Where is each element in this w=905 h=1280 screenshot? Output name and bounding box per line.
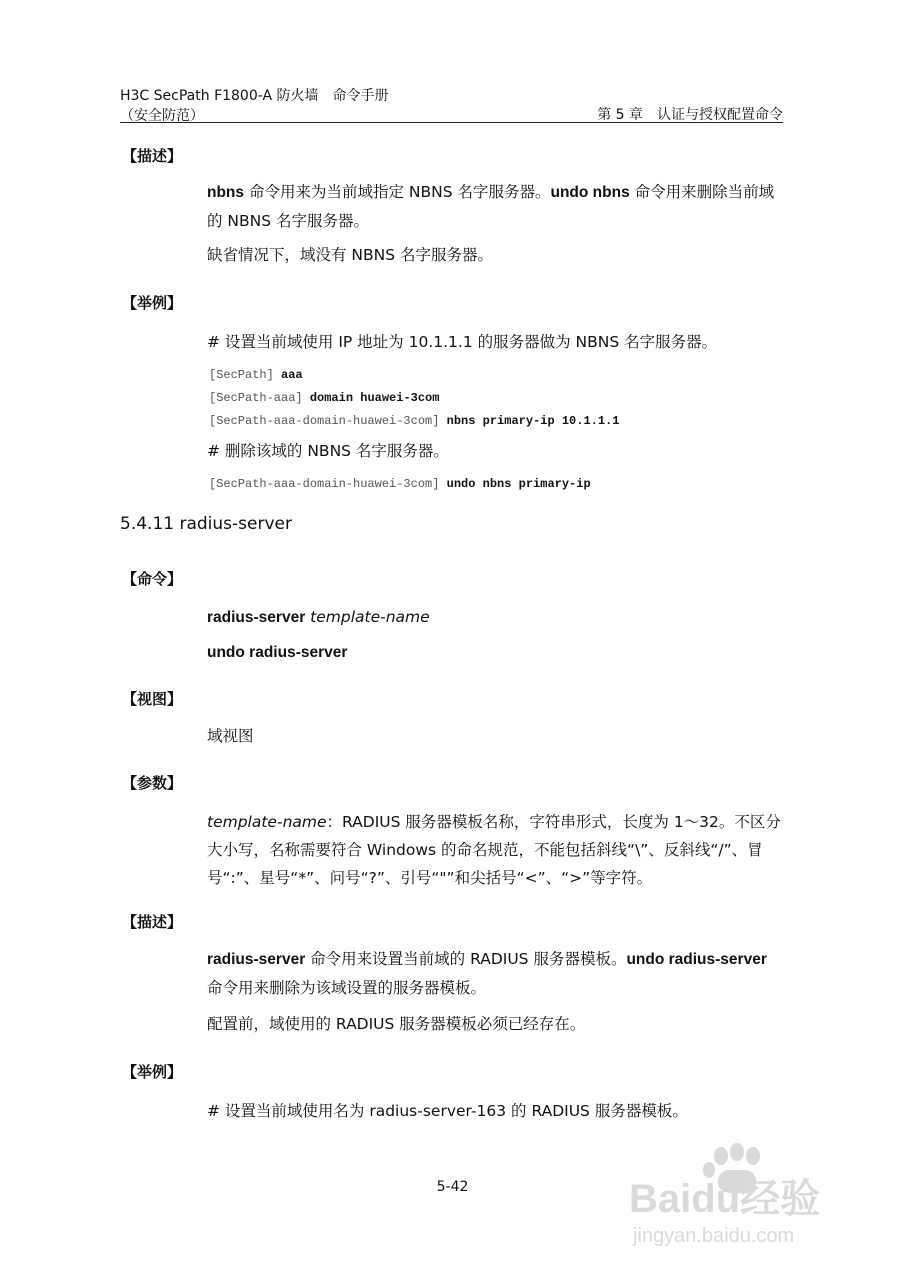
command-syntax-undo: undo radius-server <box>207 644 348 661</box>
label-parameters: 【参数】 <box>122 774 183 792</box>
example-comment: # 删除该域的 NBNS 名字服务器。 <box>207 442 449 460</box>
label-description: 【描述】 <box>122 913 183 931</box>
cmd-keyword: nbns <box>207 184 245 201</box>
label-description: 【描述】 <box>122 147 183 165</box>
header-product: H3C SecPath F1800-A 防火墙 命令手册 <box>120 88 389 104</box>
header-subtitle: （安全防范） <box>120 108 204 124</box>
label-example: 【举例】 <box>122 1063 183 1081</box>
paw-icon <box>629 1142 849 1252</box>
example-comment: # 设置当前域使用名为 radius-server-163 的 RADIUS 服务器模板。 <box>207 1102 688 1120</box>
code-line: [SecPath-aaa] domain huawei-3com <box>209 391 440 405</box>
code-line: [SecPath] aaa <box>209 368 303 382</box>
command-syntax: radius-server template-name <box>207 608 430 626</box>
nbns-description: nbns 命令用来为当前域指定 NBNS 名字服务器。undo nbns 命令用来删除当前域的 NBNS 名字服务器。 <box>207 183 775 230</box>
code-line: [SecPath-aaa-domain-huawei-3com] nbns primary-ip 10.1.1.1 <box>209 414 620 428</box>
page-number: 5-42 <box>436 1179 469 1195</box>
radius-precondition: 配置前，域使用的 RADIUS 服务器模板必须已经存在。 <box>207 1015 586 1033</box>
label-example: 【举例】 <box>122 294 183 312</box>
section-title: 5.4.11 radius-server <box>120 514 292 534</box>
view-text: 域视图 <box>207 727 254 745</box>
nbns-default: 缺省情况下，域没有 NBNS 名字服务器。 <box>207 246 494 264</box>
radius-description: radius-server 命令用来设置当前域的 RADIUS 服务器模板。undo radius-server 命令用来删除为该域设置的服务器模板。 <box>207 950 767 997</box>
cmd-keyword: undo nbns <box>550 184 630 201</box>
header-rule <box>120 122 783 123</box>
watermark-url: jingyan.baidu.com <box>633 1225 795 1247</box>
label-view: 【视图】 <box>122 690 183 708</box>
baidu-watermark <box>629 1142 849 1252</box>
label-command: 【命令】 <box>122 570 183 588</box>
watermark-brand: Baidu经验 <box>629 1177 821 1221</box>
example-comment: # 设置当前域使用 IP 地址为 10.1.1.1 的服务器做为 NBNS 名字服务器。 <box>207 333 718 351</box>
doc-header <box>120 86 389 126</box>
parameter-description: template-name：RADIUS 服务器模板名称，字符串形式，长度为 1～32。不区分大小写，名称需要符合 Windows 的命名规范，不能包括斜线“\”、反斜线“/”、冒号“:”、星号“*”、问号“?”、引号“"”和尖括号“<”、“>”等字符。 <box>207 813 781 887</box>
header-chapter: 第 5 章 认证与授权配置命令 <box>597 107 783 123</box>
code-line: [SecPath-aaa-domain-huawei-3com] undo nbns primary-ip <box>209 477 591 491</box>
